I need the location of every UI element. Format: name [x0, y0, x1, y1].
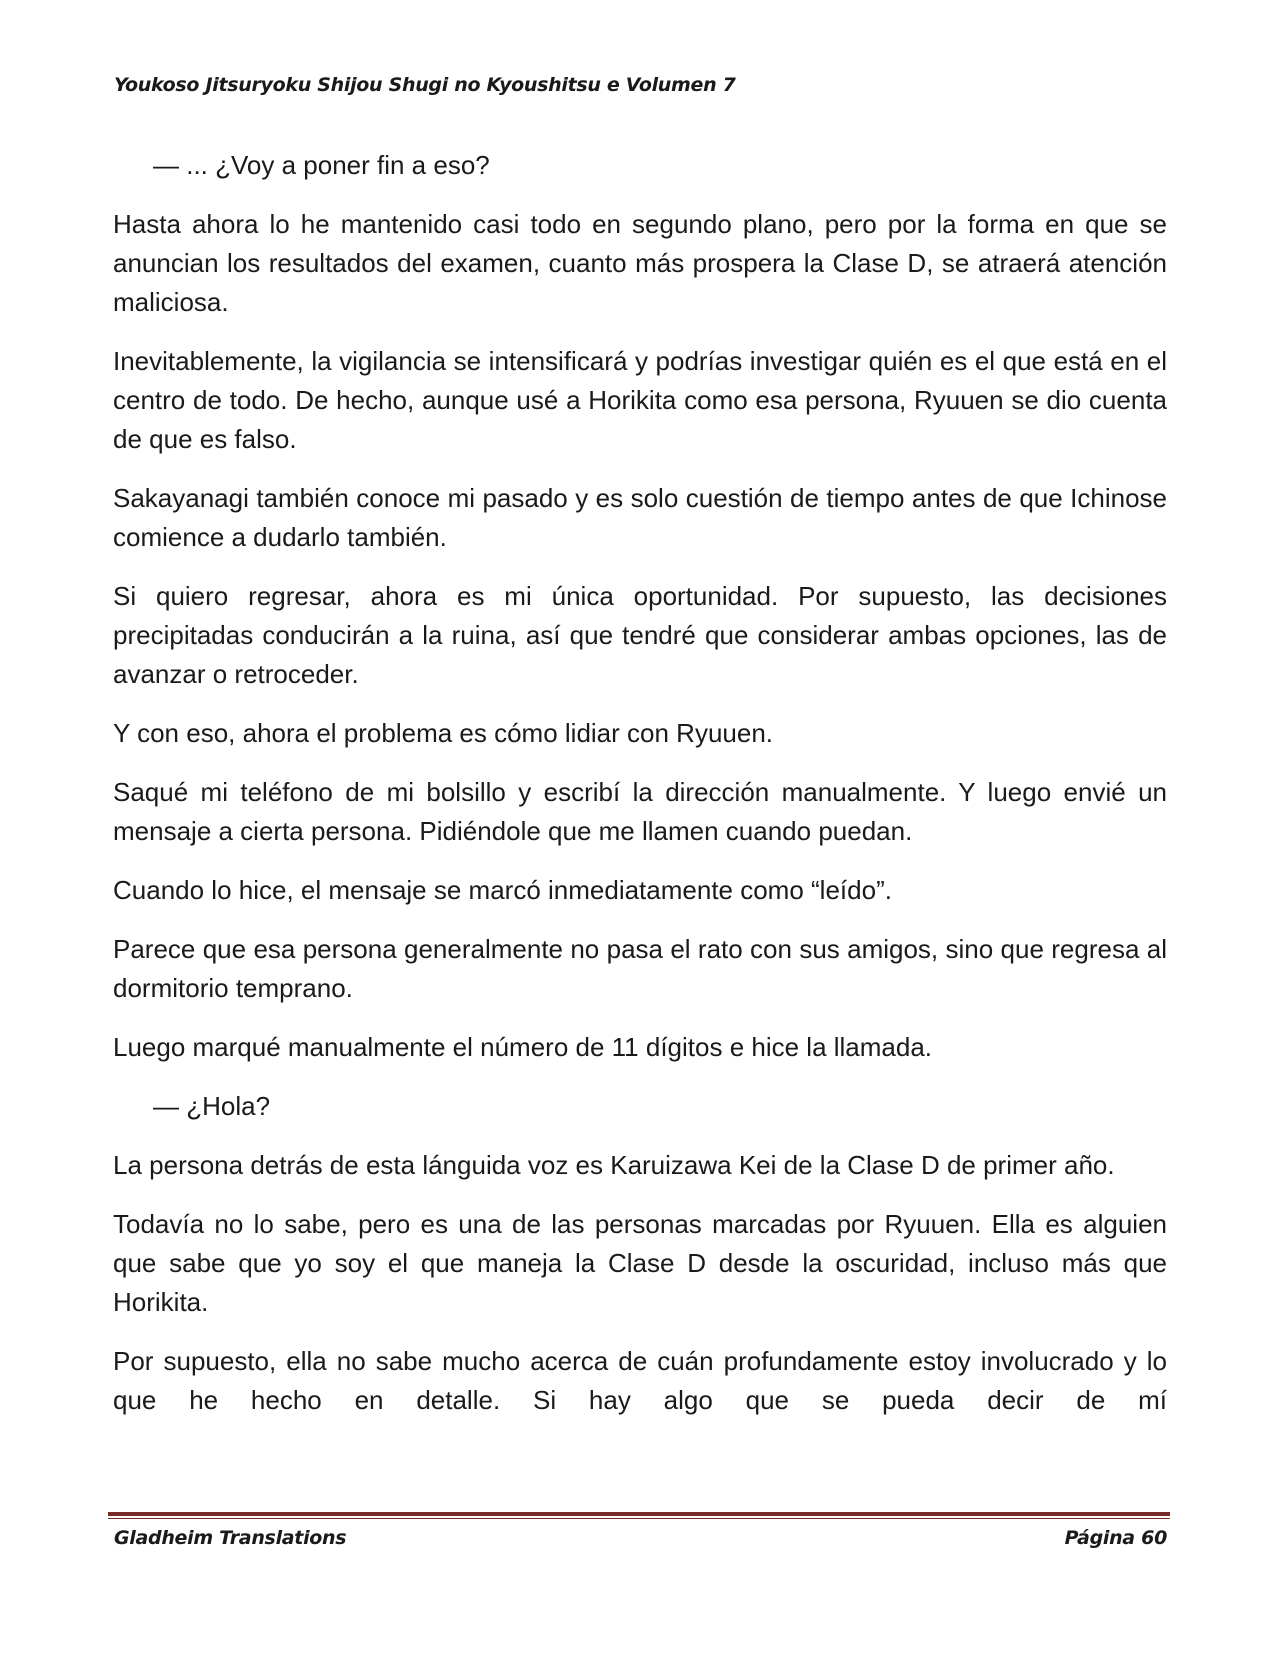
- body-paragraph: Cuando lo hice, el mensaje se marcó inmediatamente como “leído”.: [113, 875, 892, 905]
- header-title: Youkoso Jitsuryoku Shijou Shugi no Kyoushitsu e Volumen 7: [114, 74, 736, 96]
- body-paragraph: La persona detrás de esta lánguida voz es Karuizawa Kei de la Clase D de primer año.: [113, 1150, 1115, 1180]
- body-paragraph: Por supuesto, ella no sabe mucho acerca de cuán profundamente estoy involucrado y lo que he hecho en detalle. Si hay algo que se pueda decir de mí: [113, 1346, 1167, 1415]
- footer-divider: [108, 1512, 1170, 1520]
- body-paragraph: Luego marqué manualmente el número de 11 dígitos e hice la llamada.: [113, 1032, 933, 1062]
- page-number: Página 60: [1064, 1527, 1167, 1549]
- body-paragraph: Sakayanagi también conoce mi pasado y es solo cuestión de tiempo antes de que Ichinose comience a dudarlo también.: [113, 483, 1167, 552]
- body-paragraph: Inevitablemente, la vigilancia se intensificará y podrías investigar quién es el que está en el centro de todo. De hecho, aunque usé a Horikita como esa persona, Ryuuen se dio cuenta de que es falso.: [113, 346, 1167, 454]
- footer-divider-thin: [108, 1518, 1170, 1519]
- dialogue-paragraph: — ¿Hola?: [153, 1091, 271, 1121]
- body-paragraph: Y con eso, ahora el problema es cómo lidiar con Ryuuen.: [113, 718, 774, 748]
- body-paragraph: Hasta ahora lo he mantenido casi todo en segundo plano, pero por la forma en que se anuncian los resultados del examen, cuanto más prospera la Clase D, se atraerá atención maliciosa.: [113, 209, 1167, 317]
- dialogue-paragraph: — ... ¿Voy a poner fin a eso?: [153, 150, 490, 180]
- body-paragraph: Parece que esa persona generalmente no pasa el rato con sus amigos, sino que regresa al dormitorio temprano.: [113, 934, 1167, 1003]
- body-paragraph: Saqué mi teléfono de mi bolsillo y escribí la dirección manualmente. Y luego envié un mensaje a cierta persona. Pidiéndole que me llamen cuando puedan.: [113, 777, 1167, 846]
- footer-publisher: Gladheim Translations: [114, 1527, 347, 1549]
- body-paragraph: Todavía no lo sabe, pero es una de las personas marcadas por Ryuuen. Ella es alguien que sabe que yo soy el que maneja la Clase D desde la oscuridad, incluso más que Horikita.: [113, 1209, 1167, 1317]
- page-body: [113, 146, 1167, 1420]
- body-paragraph: Si quiero regresar, ahora es mi única oportunidad. Por supuesto, las decisiones precipitadas conducirán a la ruina, así que tendré que considerar ambas opciones, las de avanzar o retroceder.: [113, 581, 1167, 689]
- footer-divider-thick: [108, 1512, 1170, 1516]
